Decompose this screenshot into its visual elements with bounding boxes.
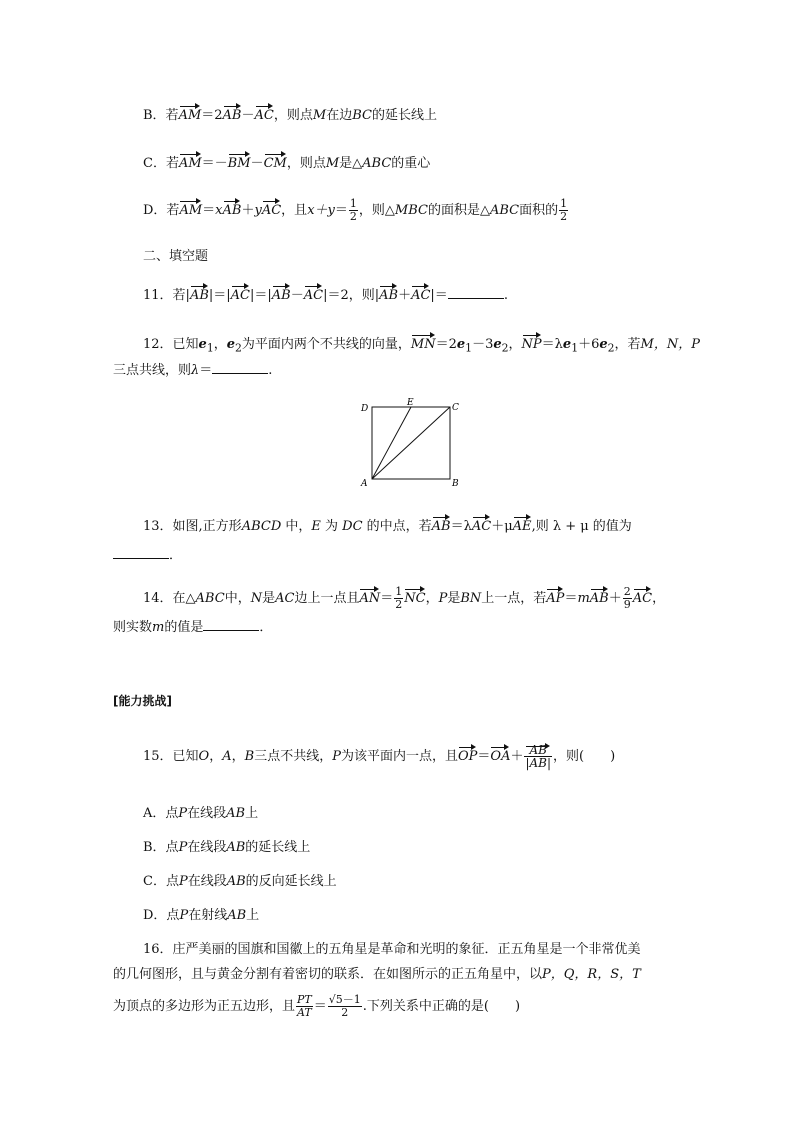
- q10-option-b: B．若AM＝2AB－AC，则点M在边BC的延长线上: [143, 104, 437, 125]
- segment-ae: [372, 407, 411, 479]
- question-16-line-1: 16．庄严美丽的国旗和国徽上的五角星是革命和光明的象征．正五角星是一个非常优美: [143, 942, 641, 957]
- question-16-line-2: 的几何图形，且与黄金分割有着密切的联系．在如图所示的正五角星中，以P，Q，R，S，T: [113, 967, 641, 982]
- square-figure: [358, 398, 468, 490]
- question-13-line-2: ．: [113, 546, 182, 565]
- q10-option-d: D．若AM＝xAB＋yAC，且x＋y＝ $\frac{1}{2}$ ，则△MBC的面积是△ABC面积的 $\frac{1}{2}$: [143, 197, 568, 223]
- answer-blank[interactable]: [203, 618, 259, 631]
- segment-ac: [372, 407, 450, 479]
- fraction-two-ninths: $\frac{2}{9}$: [623, 585, 631, 611]
- fraction-unit-vector-ab: $\frac{AB}{|AB|}$: [525, 743, 552, 770]
- question-16-line-3: 为顶点的多边形为正五边形，且 $\frac{PT}{AT}$ ＝ $\frac{√5-1}{2}$ .下列关系中正确的是( ): [113, 993, 521, 1019]
- label-a: A: [361, 479, 368, 489]
- fraction-one-half: $\frac{1}{2}$: [395, 585, 403, 611]
- question-14-line-1: 14．在△ABC中，N是AC边上一点且AN＝ $\frac{1}{2}$ NC，P是BN上一点，若AP＝mAB＋ $\frac{2}{9}$ AC，: [143, 585, 666, 611]
- question-13-line-1: 13．如图,正方形ABCD 中，E 为 DC 的中点，若AB＝λAC＋μAE,则 λ + μ 的值为: [143, 515, 632, 536]
- fraction-one-half: $\frac{1}{2}$: [560, 197, 568, 223]
- q15-option-c: C．点P在线段AB的反向延长线上: [143, 874, 337, 889]
- section-ability-challenge: [能力挑战]: [113, 694, 172, 708]
- fraction-one-half: $\frac{1}{2}$: [349, 197, 357, 223]
- q10-option-c: C．若AM＝－BM－CM，则点M是△ABC的重心: [143, 152, 430, 173]
- q15-option-a: A．点P在线段AB上: [143, 806, 259, 821]
- fraction-pt-over-at: $\frac{PT}{AT}$: [297, 993, 312, 1019]
- answer-blank[interactable]: [212, 361, 268, 374]
- question-12-line-2: 三点共线，则λ＝ .: [113, 363, 273, 378]
- question-15: 15．已知O，A，B三点不共线，P为该平面内一点，且OP＝OA＋ $\frac{AB}{|AB|}$ ，则( ): [143, 743, 616, 770]
- question-12-line-1: 12．已知$e_1$，$e_2$为平面内两个不共线的向量，$MN=2e_1-3e_2$，$NP=\lambda e_1+6e_2$，若M，N，P: [143, 333, 700, 358]
- section-fill-in: 二、填空题: [143, 249, 209, 264]
- label-b: B: [452, 479, 459, 489]
- question-11: 11．若|AB|＝|AC|＝|AB－AC|＝2，则|AB＋AC|＝ .: [143, 284, 508, 305]
- q15-option-d: D．点P在射线AB上: [143, 908, 260, 923]
- fraction-golden-ratio: $\frac{√5-1}{2}$: [328, 993, 361, 1019]
- label-d: D: [361, 404, 369, 414]
- question-14-line-2: 则实数m的值是 ．: [113, 620, 273, 635]
- q15-option-b: B．点P在线段AB的延长线上: [143, 840, 311, 855]
- answer-blank[interactable]: [448, 286, 504, 299]
- label-e: E: [407, 398, 414, 408]
- label-c: C: [452, 403, 459, 413]
- answer-blank[interactable]: [113, 546, 169, 559]
